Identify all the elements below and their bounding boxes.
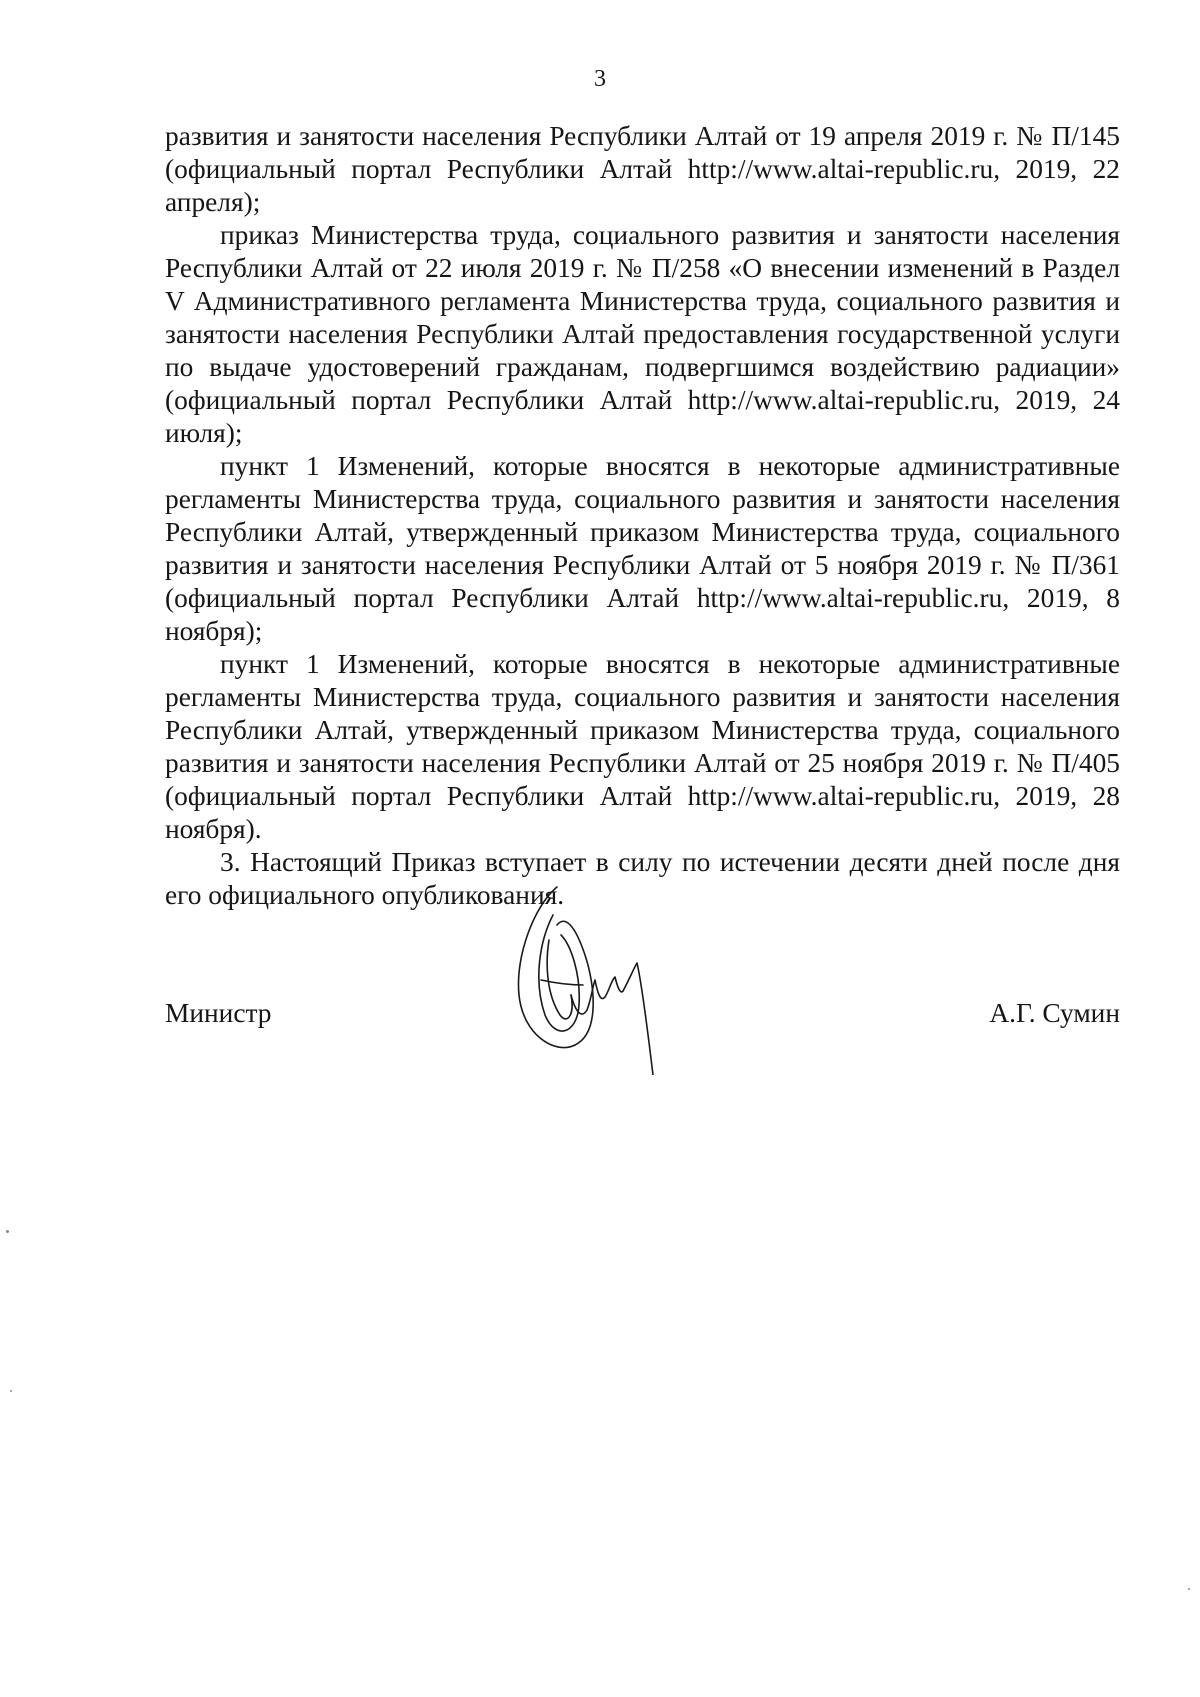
scan-speck (6, 1230, 9, 1233)
paragraph-continuation: развития и занятости населения Республики Алтай от 19 апреля 2019 г. № П/145 (официальный портал Республики Алтай http://www.altai-republic.ru, 2019, 22 апреля); (165, 121, 1120, 217)
paragraph-order-p405: пункт 1 Изменений, которые вносятся в некоторые административные регламенты Министерства труда, социального развития и занятости населения Республики Алтай, утвержденный приказом Министерства труда, социального развития и занятости населения Республики Алтай от 25 ноября 2019 г. № П/405 (официальный портал Республики Алтай http://www.altai-republic.ru, 2019, 28 ноября). (165, 649, 1120, 844)
paragraph-order-p361: пункт 1 Изменений, которые вносятся в некоторые административные регламенты Министерства труда, социального развития и занятости населения Республики Алтай, утвержденный приказом Министерства труда, социального развития и занятости населения Республики Алтай от 5 ноября 2019 г. № П/361 (официальный портал Республики Алтай http://www.altai-republic.ru, 2019, 8 ноября); (165, 451, 1120, 646)
document-body (165, 120, 1120, 912)
page-number: 3 (594, 66, 606, 92)
paragraph-order-p258: приказ Министерства труда, социального развития и занятости населения Республики Алтай от 22 июля 2019 г. № П/258 «О внесении изменений в Раздел V Административного регламента Министерства труда, социального развития и занятости населения Республики Алтай предоставления государственной услуги по выдаче удостоверений гражданам, подвергшимся воздействию радиации» (официальный портал Республики Алтай http://www.altai-republic.ru, 2019, 24 июля); (165, 220, 1120, 448)
scan-speck (1188, 1588, 1190, 1590)
handwritten-signature (505, 885, 655, 1075)
scan-speck (10, 1390, 12, 1392)
signatory-title: Министр (165, 998, 272, 1028)
paragraph-effective-date: 3. Настоящий Приказ вступает в силу по истечении десяти дней после дня его официального опубликования. (165, 847, 1120, 910)
signatory-name: А.Г. Сумин (989, 998, 1120, 1028)
